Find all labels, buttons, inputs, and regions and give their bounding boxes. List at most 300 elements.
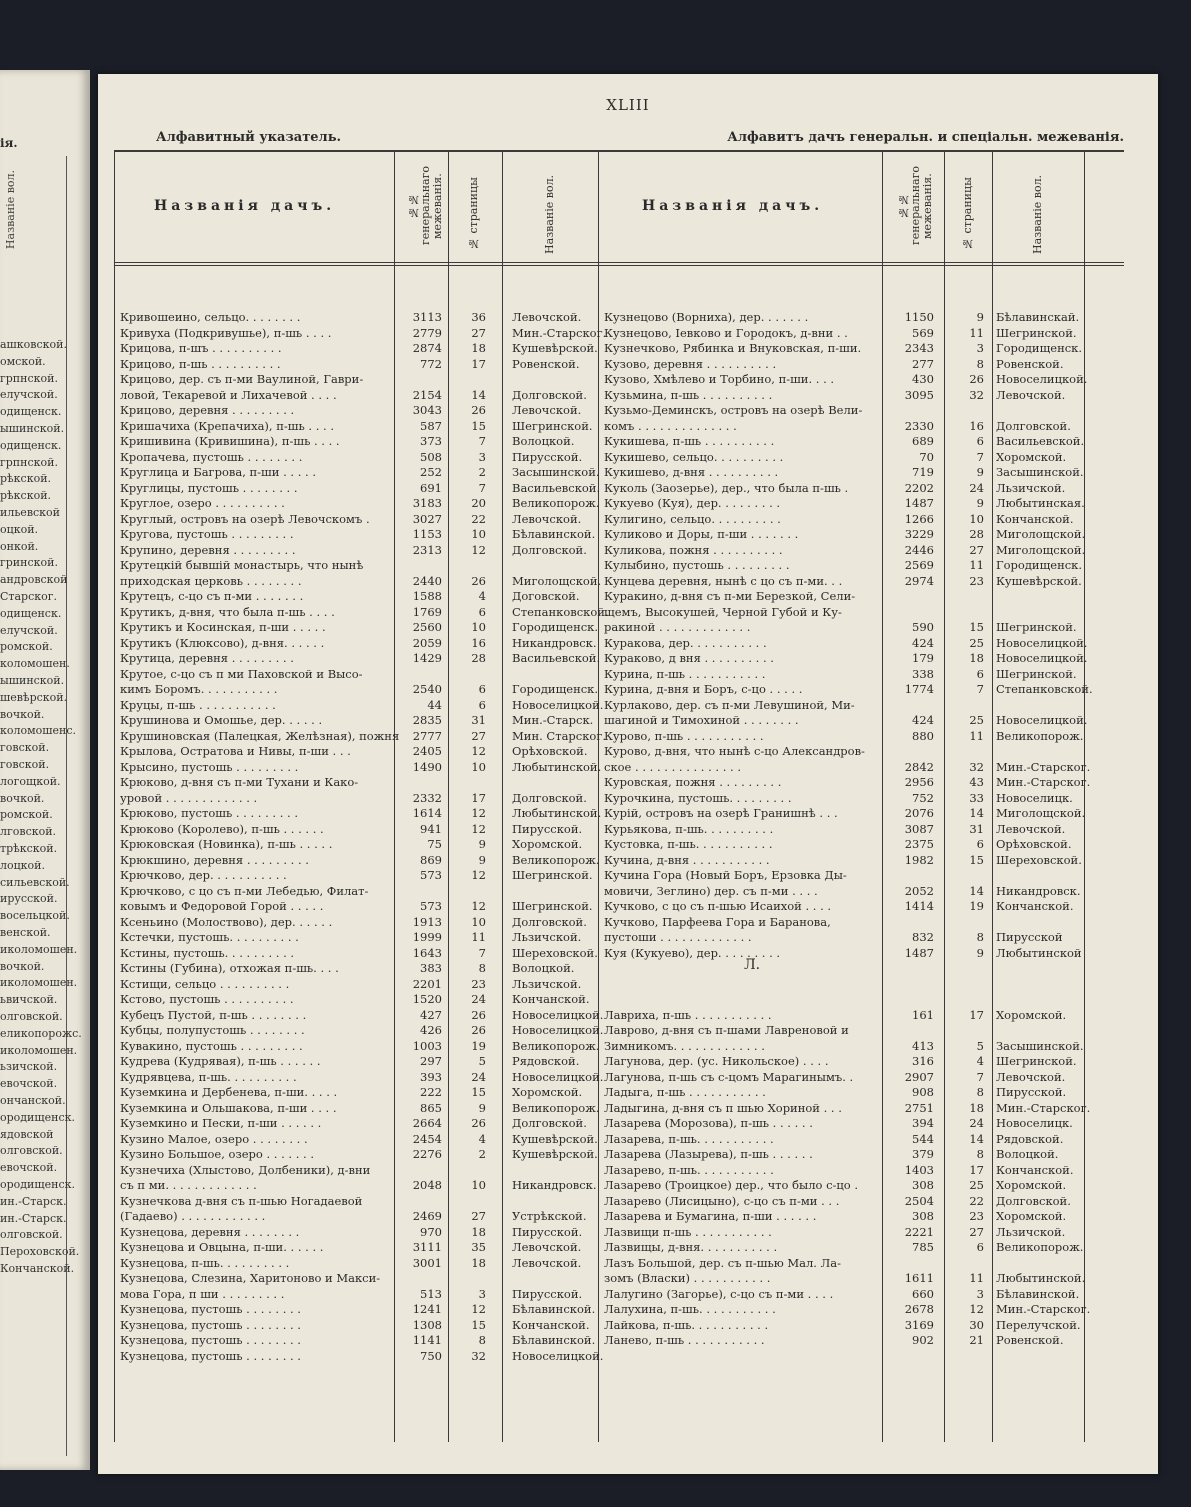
volost-name: Новоселицк. [996,790,1073,805]
volost-name: Любытинской. [996,1271,1086,1285]
page-number-cell: 24 [471,992,486,1006]
table-row [120,1333,600,1348]
volost-name: Льзичской. [512,930,582,944]
page-number-cell: 25 [969,1178,984,1192]
page-number-cell: 14 [969,1131,984,1146]
place-name: Курово, п-шь . . . . . . . . . . . [604,728,764,743]
place-name: Кубцы, полупустошь . . . . . . . . [120,1023,305,1037]
place-name: Кудрева (Кудрявая), п-шь . . . . . . [120,1054,321,1068]
table-row [604,961,1156,976]
survey-number: 970 [420,1224,442,1239]
table-row [604,899,1156,914]
volost-name: Мин.-Старског. [996,775,1091,789]
place-name: кимъ Боромъ. . . . . . . . . . . [120,682,278,696]
survey-number: 1141 [412,1333,442,1347]
table-row [604,915,1156,930]
page-number-cell: 8 [478,1333,486,1347]
table-row [120,419,600,434]
table-row [120,713,600,728]
page-number-cell: 19 [471,1038,486,1053]
place-name: Крюково, д-вня съ п-ми Тухани и Како- [120,775,359,789]
survey-number: 2454 [412,1131,442,1146]
survey-number: 3095 [904,387,934,402]
place-name: Ладыгина, д-вня съ п шью Хориной . . . [604,1100,842,1115]
volost-name: Долговской. [996,418,1071,433]
volost-name: Хоромской. [996,1007,1067,1022]
survey-number: 3113 [412,310,442,324]
place-name: Куземкина и Ольшакова, п-ши . . . . [120,1100,337,1115]
place-name: Куколь (Заозерье), дер., что была п-шь . [604,480,849,495]
volost-name: Левочской. [512,310,582,324]
volost-name: Пирусской [996,930,1063,944]
volost-name: Новоселицкой. [512,697,604,712]
place-name: Кукишева, п-шь . . . . . . . . . . [604,434,775,448]
place-name: Кузнецово, Іевково и Городокъ, д-вни . . [604,325,848,340]
page-number-cell: 14 [471,387,486,402]
page-number-cell: 33 [969,790,984,805]
table-row [120,961,600,976]
prev-page-fragment: ин.-Старск. [0,1194,67,1208]
place-name: Ладыга, п-шь . . . . . . . . . . . [604,1085,766,1099]
survey-number: 222 [420,1085,442,1099]
table-row [120,636,600,651]
table-row [604,1023,1156,1038]
prev-page-fragment: олговской. [0,1144,63,1158]
place-name: Кустовка, п-шь. . . . . . . . . . . [604,837,773,851]
page-number-cell: 2 [478,1147,486,1161]
page-heading-left: № страницы [467,177,480,251]
volost-name: Долговской. [512,914,587,929]
place-name: Кузнецова, п-шь. . . . . . . . . . [120,1255,290,1270]
page-number-cell: 17 [471,356,486,371]
volost-name: Новоселицкой. [996,635,1088,650]
page-number-cell: 6 [976,837,984,851]
prev-page-column-label: Названіе вол. [4,170,17,250]
volost-name: Шегринской. [512,899,593,913]
prev-page-fragment: олговской. [0,1228,63,1242]
volost-name: Засышинской. [996,465,1084,479]
place-name: Кропачева, пустошь . . . . . . . . [120,449,303,464]
volost-name: Левочской. [996,1069,1066,1084]
table-row [120,1147,600,1162]
page-number-cell: 12 [471,542,486,557]
survey-number: 573 [420,899,442,913]
volost-name: Ровенской. [996,356,1064,371]
table-row [120,1318,600,1333]
table-row [120,1240,600,1255]
survey-number: 1403 [904,1162,934,1177]
page-number-cell: 22 [969,1193,984,1208]
prev-page-fragment: ашковской. [0,338,67,351]
volost-name: Пирусской. [512,449,583,464]
prev-page-fragment: елучской. [0,623,58,637]
place-name: Куровская, пожня . . . . . . . . . [604,775,782,789]
volost-name: Новоселицкой. [512,1069,604,1084]
place-name: Курово, д-вня, что нынѣ с-цо Александров- [604,744,865,758]
page-number-cell: 23 [969,573,984,588]
page-number-cell: 6 [976,434,984,448]
table-row [604,1085,1156,1100]
volost-name: Хоромской. [996,1178,1067,1192]
header-right: Алфавитъ дачъ генеральн. и спеціальн. межеванія. [727,130,1124,145]
prev-page-fragment: одищенск. [0,606,62,620]
table-row [604,1039,1156,1054]
place-name: Куя (Кукуево), дер. . . . . . . . . [604,945,781,960]
page-number-cell: 7 [976,449,984,464]
volost-name: Городищенск. [996,341,1083,355]
page-number-cell: 27 [471,325,486,340]
volost-name: Новоселицкой. [996,713,1088,727]
survey-number: 869 [420,852,442,867]
place-name: Лазарево (Лисицыно), с-цо съ п-ми . . . [604,1193,840,1208]
place-name: Кунцева деревня, нынѣ с цо съ п-ми. . . [604,573,843,588]
table-row [604,1209,1156,1224]
survey-number: 587 [420,418,442,433]
survey-number: 544 [912,1131,934,1146]
place-name: Крутецкій бывшій монастырь, что нынѣ [120,558,364,572]
page-number-cell: 18 [471,341,486,355]
table-row [604,667,1156,682]
place-name: Кучково, с цо съ п-шью Исаихой . . . . [604,899,832,913]
page-number-cell: 32 [969,387,984,402]
place-name: Крупино, деревня . . . . . . . . . [120,542,296,557]
table-row [120,1069,604,1085]
survey-number: 750 [420,1348,442,1363]
table-row [120,574,600,589]
table-row [120,992,600,1007]
page-number-cell: 23 [471,976,486,991]
table-row [604,605,1156,620]
place-name: Лазвищи п-шь . . . . . . . . . . . [604,1224,772,1239]
table-row [604,1132,1156,1147]
volost-name: Кончанской. [512,992,590,1006]
table-row [120,822,600,837]
volost-name: Долговской. [512,790,587,805]
place-name: Крюково, пустошь . . . . . . . . . [120,806,299,820]
place-name: Крючково, дер. . . . . . . . . . . [120,868,287,882]
table-row [604,1054,1156,1069]
page-number-cell: 19 [969,899,984,913]
header-bottom-rule-2 [114,265,1124,266]
page-number-cell: 7 [976,682,984,696]
table-row [604,434,1156,449]
table-row [120,1023,604,1038]
table-row [604,512,1156,527]
header-bottom-rule [114,262,1124,263]
table-row [120,1132,600,1147]
place-name: Кузово, деревня . . . . . . . . . . [604,356,777,371]
table-row [120,496,600,511]
place-name: Лазарева, п-шь. . . . . . . . . . . [604,1131,774,1146]
volost-name: Волоцкой. [512,434,575,448]
page-number-cell: 15 [969,620,984,634]
place-name: Кузьмина, п-шь . . . . . . . . . . [604,387,773,402]
table-row [120,589,600,604]
volost-name: Волоцкой. [512,961,575,975]
table-row [120,1302,600,1317]
volost-name: Кончанской. [512,1317,590,1332]
table-row [604,450,1156,465]
survey-number: 691 [420,480,442,495]
volost-name: Новоселицк. [996,1116,1073,1130]
page-number-cell: 25 [969,713,984,727]
volost-name: Долговской. [512,542,587,557]
volost-name: Новоселицкой. [512,1023,604,1037]
place-name: Крутое, с-цо съ п ми Паховской и Высо- [120,666,363,681]
volost-name: Великопорож. [996,728,1084,743]
table-row [120,899,600,914]
place-name: ловой, Текаревой и Лихачевой . . . . [120,387,337,402]
prev-page-fragment: логощкой. [0,774,61,788]
place-name: Зимникомъ. . . . . . . . . . . . . [604,1038,765,1053]
volost-name: Долговской. [512,387,587,402]
page-number-cell: 18 [471,1224,486,1239]
survey-number: 590 [912,620,934,634]
survey-number: 393 [420,1069,442,1084]
survey-number: 2569 [904,558,934,572]
place-name: Лавриха, п-шь . . . . . . . . . . . [604,1007,772,1022]
place-name: Курина, д-вня и Боръ, с-цо . . . . . [604,682,803,696]
place-name: Кучина Гора (Новый Боръ, Ерзовка Ды- [604,868,847,882]
survey-number: 413 [912,1038,934,1053]
place-name: Крутикъ, д-вня, что была п-шь . . . . [120,604,335,619]
volost-name: Миголощской. [996,542,1086,557]
place-name: Крутица, деревня . . . . . . . . . [120,651,294,665]
place-name: Кришачиха (Крепачиха), п-шь . . . . [120,418,334,433]
survey-number: 1241 [412,1302,442,1316]
page-number-cell: 16 [969,418,984,433]
survey-number: 752 [912,790,934,805]
survey-number: 2313 [412,542,442,557]
volost-name: Волоцкой. [996,1147,1059,1161]
table-row [604,713,1156,728]
survey-number: 426 [420,1023,442,1037]
volost-name: Льзичской. [996,480,1066,495]
volost-name: Кончанской. [996,511,1074,526]
place-name: Кукишево, сельцо. . . . . . . . . . [604,449,784,464]
table-row [120,868,600,883]
volost-name: Новоселицкой. [996,651,1088,665]
volost-name: Шегринской. [512,418,593,433]
volost-name: Любытинской. [512,806,602,820]
table-row [120,946,600,961]
names-heading-left: Названія дачъ. [154,198,336,214]
table-row [604,1147,1156,1162]
survey-number: 430 [912,372,934,386]
page-number: XLIII [606,96,650,114]
page-number-cell: 11 [969,325,984,340]
prev-page-fragment: иколомошен. [0,942,78,956]
volost-name: Орѣховской. [512,744,588,758]
volost-name: Шегринской. [996,325,1077,340]
survey-number: 1487 [904,945,934,960]
place-name: Кудрявцева, п-шь. . . . . . . . . . [120,1069,297,1084]
place-name: Кулигино, сельцо. . . . . . . . . . [604,511,781,526]
table-row [604,527,1156,542]
survey-number: 2048 [412,1178,442,1192]
table-row [604,744,1156,759]
page-number-cell: 3 [976,1286,984,1301]
page-number-cell: 6 [478,682,486,696]
place-name: Кузнецова, пустошь . . . . . . . . [120,1348,301,1363]
volost-name: Мин.-Старског. [996,1100,1091,1115]
prev-page-fragment: омской. [0,354,46,368]
table-row [120,930,600,945]
table-row [604,775,1156,790]
table-row [604,682,1156,697]
page-number-cell: 30 [969,1317,984,1332]
volost-name: Льзичской. [512,976,582,991]
volost-name: Миголощской. [996,527,1086,541]
page-number-cell: 10 [471,914,486,929]
volost-name: Великопорож. [512,852,600,867]
survey-number: 2076 [904,806,934,820]
table-row [604,1178,1156,1193]
table-row [604,1225,1156,1240]
volost-name: Договской. [512,589,580,603]
prev-page-divider [66,156,67,1456]
page-number-cell: 8 [976,1085,984,1099]
place-name: Круглое, озеро . . . . . . . . . . [120,496,285,510]
survey-number: 1614 [412,806,442,820]
table-row [120,651,600,666]
place-name: Крылова, Остратова и Нивы, п-ши . . . [120,744,351,758]
table-row [120,465,600,480]
table-row [604,341,1156,356]
prev-page-fragment: восельцкой. [0,909,70,923]
prev-page-fragment: одищенск. [0,405,62,419]
place-name: Крючково, с цо съ п-ми Лебедью, Филат- [120,883,369,898]
table-row [120,1225,600,1240]
page-number-cell: 24 [471,1069,486,1084]
page-number-cell: 3 [976,341,984,355]
table-row [604,1101,1156,1116]
volost-heading-left: Названіе вол. [543,174,556,254]
prev-page-fragment: Старског. [0,590,58,603]
volost-name: Рядовской. [996,1131,1064,1146]
page-number-cell: 6 [976,666,984,681]
survey-number: 1150 [904,310,934,324]
prev-page-fragment: вочкой. [0,707,45,721]
volost-name: Левочской. [512,511,582,526]
place-name: Ланево, п-шь . . . . . . . . . . . [604,1333,765,1347]
survey-number: 424 [912,635,934,650]
survey-number: 1153 [412,527,442,541]
table-row [120,357,600,372]
page-number-cell: 10 [471,527,486,541]
table-row [120,1256,600,1271]
volost-name: Хоромской. [512,1085,583,1099]
place-name: Лаврово, д-вня съ п-шами Лавреновой и [604,1023,849,1037]
place-name: Крицово, дер. съ п-ми Ваулиной, Гаври- [120,372,364,386]
prev-page-fragment: Кончанской. [0,1262,75,1275]
prev-page-fragment: ин.-Старск. [0,1211,67,1225]
survey-number: 2202 [904,480,934,495]
page-heading-right: № страницы [961,177,974,251]
table-row [120,977,600,992]
place-name: Кулыбино, пустошь . . . . . . . . . [604,558,790,572]
page-number-cell: 26 [471,1007,486,1022]
volost-name: Долговской. [996,1193,1071,1208]
table-row [120,760,600,775]
survey-number: 3111 [412,1240,442,1254]
place-name: Круцы, п-шь . . . . . . . . . . . [120,697,276,712]
place-name: Курьякова, п-шь. . . . . . . . . . [604,821,774,836]
page-number-cell: 27 [471,728,486,743]
place-name: Кузнечково, Рябинка и Внуковская, п-ши. [604,341,862,355]
volost-name: Шегринской. [512,868,593,882]
section-letter-L: Л. [744,957,761,973]
page-number-cell: 9 [976,465,984,479]
survey-number: 1266 [904,511,934,526]
table-row [120,558,600,573]
survey-number: 880 [912,728,934,743]
table-row [604,1163,1156,1178]
survey-number: 865 [420,1100,442,1115]
page-number-cell: 14 [969,883,984,898]
place-name: (Гадаево) . . . . . . . . . . . . [120,1209,266,1223]
page-number-cell: 4 [478,1131,486,1146]
volost-name: Городищенск. [512,620,599,634]
prev-page-fragment: ирусской. [0,892,58,906]
page-number-cell: 26 [471,403,486,417]
page-number-cell: 36 [471,310,486,324]
place-name: Кузьмо-Деминскъ, островъ на озерѣ Вели- [604,403,863,417]
volost-name: Шегринской. [996,1054,1077,1068]
survey-number: 1429 [412,651,442,665]
survey-number: 3183 [412,496,442,510]
table-row [120,667,600,682]
table-row [604,1256,1156,1271]
survey-number: 1913 [412,914,442,929]
volost-name: Засышинской. [996,1038,1084,1053]
page-number-cell: 27 [969,542,984,557]
place-name: Кривошеино, сельцо. . . . . . . . [120,310,301,324]
survey-number: 2751 [904,1100,934,1115]
table-row [120,325,607,341]
prev-page-fragment: коломошенс. [0,724,77,738]
table-row [120,481,600,496]
volost-name: Бѣлавинской. [996,1286,1080,1301]
survey-number: 2405 [412,744,442,758]
place-name: Крюковская (Новинка), п-шь . . . . . [120,837,333,851]
survey-number: 908 [912,1085,934,1099]
prev-page-fragment: шевѣрской. [0,690,68,704]
survey-number: 785 [912,1240,934,1254]
place-name: приходская церковь . . . . . . . . [120,573,302,588]
page-number-cell: 28 [969,527,984,541]
prev-page-fragment: вочкой. [0,791,45,805]
prev-page-fragment: елучской. [0,388,58,402]
place-name: Кучково, Парфеева Гора и Баранова, [604,914,831,929]
table-row [120,1271,600,1286]
table-row [604,419,1156,434]
place-name: Курлаково, дер. съ п-ми Левушиной, Ми- [604,697,855,712]
page-number-cell: 11 [471,930,486,944]
page-number-cell: 2 [478,465,486,479]
table-row [120,1178,600,1193]
table-row [604,977,1156,992]
place-name: Крутикъ и Косинская, п-ши . . . . . [120,620,326,634]
prev-page-fragment: гринской. [0,556,58,570]
place-name: Лалухина, п-шь. . . . . . . . . . . [604,1302,776,1316]
volost-name: Бѣлавинской. [512,1333,596,1347]
volost-name: Пирусской. [512,821,583,836]
place-name: Куземкина и Дербенева, п-ши. . . . . [120,1085,338,1099]
place-name: Лагунова, п-шь съ с-цомъ Марагинымъ. . [604,1069,854,1084]
table-row [120,1085,600,1100]
prev-page-fragment: ышинской. [0,422,65,435]
